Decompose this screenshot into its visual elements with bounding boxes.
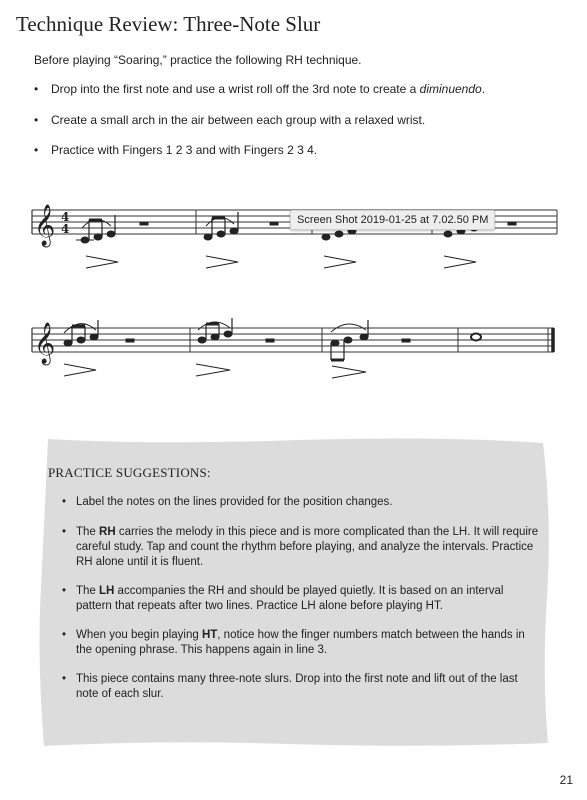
bullet-dot: • <box>34 82 39 96</box>
practice-suggestions-heading: PRACTICE SUGGESTIONS: <box>48 465 211 480</box>
diminuendo-mark <box>206 256 238 268</box>
bullet-item <box>34 82 574 96</box>
treble-clef-icon: 𝄞 <box>34 205 56 246</box>
bullet-item <box>34 113 574 127</box>
suggestion-text: The LH accompanies the RH and should be played quietly. It is based on an interval pattern that repeats after two lines. Practice LH alone before playing HT. <box>76 585 504 612</box>
diminuendo-mark <box>324 256 356 268</box>
bullet-emphasis: diminuendo <box>419 82 482 96</box>
bullet-dot: • <box>62 496 67 508</box>
time-signature-top: 4 <box>61 210 70 224</box>
diminuendo-mark <box>444 256 476 268</box>
suggestion-text: Label the notes on the lines provided for the position changes. <box>76 496 393 508</box>
bullet-dot: • <box>62 629 67 641</box>
suggestion-text: This piece contains many three-note slurs. Drop into the first note and lift out of the last note of each slur. <box>76 673 518 700</box>
bullet-dot: • <box>34 113 39 127</box>
suggestion-item <box>62 495 540 510</box>
bullet-text: Practice with Fingers 1 2 3 and with Fingers 2 3 4. <box>51 143 318 157</box>
whole-note <box>471 334 481 341</box>
bullet-dot: • <box>62 673 67 685</box>
page-number: 21 <box>559 773 573 787</box>
bullet-dot: • <box>62 585 67 597</box>
screenshot-tooltip: Screen Shot 2019-01-25 at 7.02.50 PM <box>290 210 495 230</box>
suggestion-text: When you begin playing HT, notice how the finger numbers match between the hands in the opening phrase. This happens again in line 3. <box>76 629 525 656</box>
suggestion-item <box>62 584 540 614</box>
measure-5-notes <box>64 320 134 346</box>
diminuendo-mark <box>196 364 230 376</box>
bullet-text: Create a small arch in the air between each group with a relaxed wrist. <box>51 113 426 127</box>
treble-clef-icon: 𝄞 <box>34 323 56 364</box>
bullet-item <box>34 143 574 157</box>
intro-text: Before playing “Soaring,” practice the following RH technique. <box>34 53 362 67</box>
diminuendo-mark <box>332 366 366 378</box>
suggestion-text: The RH carries the melody in this piece and is more complicated than the LH. It will require careful study. Tap and count the rhythm before playing, and analyze the intervals. Practice RH alone until it is fluent. <box>76 526 539 568</box>
suggestion-item <box>62 628 540 658</box>
page-title: Technique Review: Three-Note Slur <box>16 12 321 36</box>
bullet-text-end: . <box>481 82 486 96</box>
music-staff-line-2 <box>30 318 560 388</box>
measure-6-notes <box>198 318 274 343</box>
diminuendo-mark <box>86 256 118 268</box>
suggestion-item <box>62 672 540 702</box>
bullet-dot: • <box>62 526 67 538</box>
time-signature-bottom: 4 <box>61 222 70 236</box>
suggestion-item <box>62 525 540 570</box>
measure-1-notes <box>76 215 148 243</box>
bullet-dot: • <box>34 143 39 157</box>
bullet-text: Drop into the first note and use a wrist roll off the 3rd note to create a <box>51 82 420 96</box>
diminuendo-mark <box>64 364 96 376</box>
